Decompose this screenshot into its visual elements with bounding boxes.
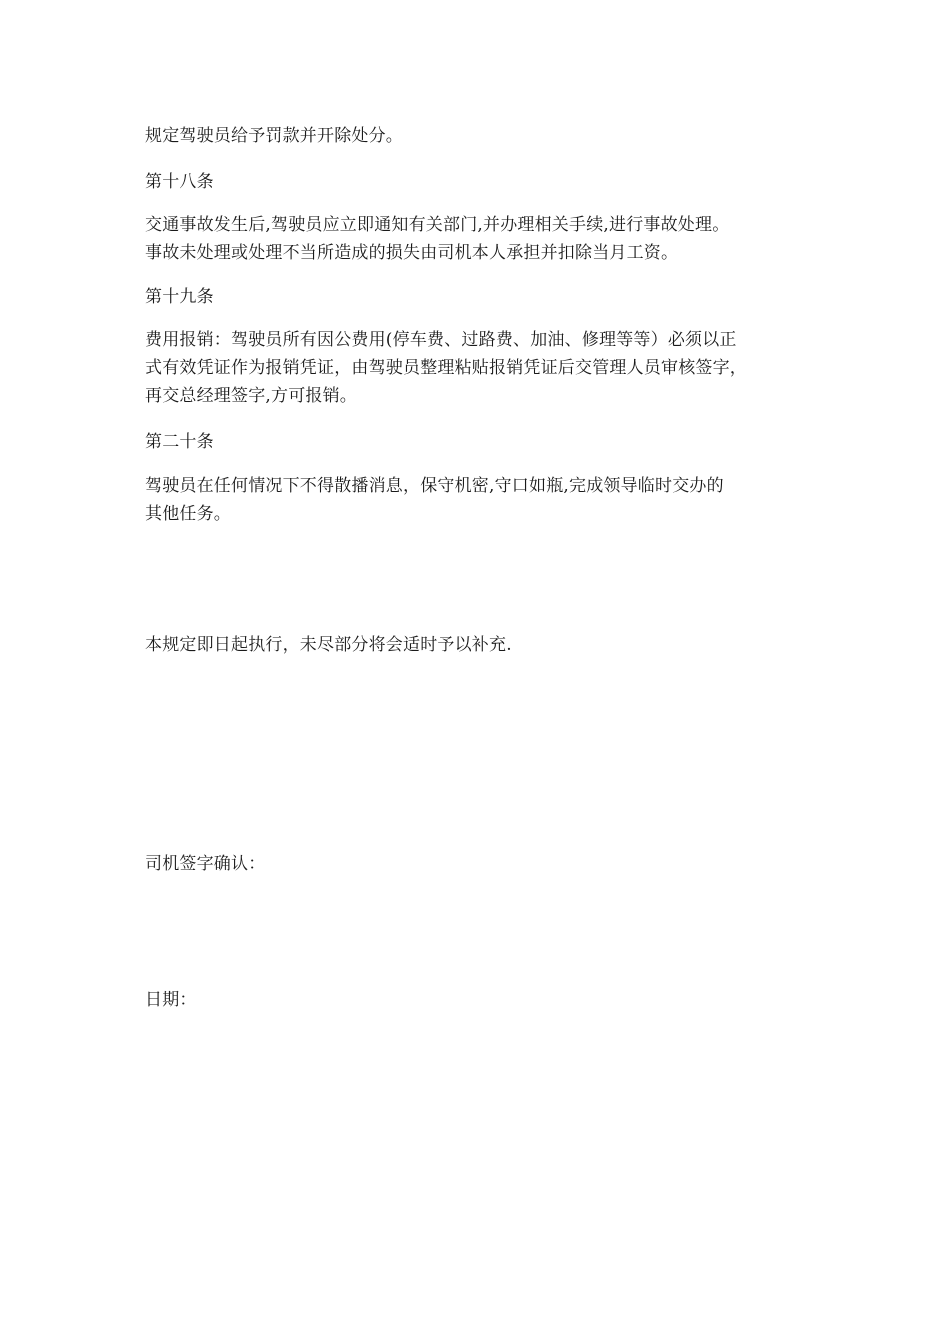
article-19-line: 再交总经理签字,方可报销。 [145,386,358,406]
article-20-line: 其他任务。 [145,504,231,524]
article-18-line: 交通事故发生后,驾驶员应立即通知有关部门,并办理相关手续,进行事故处理。 [145,215,730,235]
article-19-line: 费用报销：驾驶员所有因公费用(停车费、过路费、加油、修理等等）必须以正 [145,330,737,350]
effective-note: 本规定即日起执行，未尽部分将会适时予以补充. [145,635,512,655]
article-19-line: 式有效凭证作为报销凭证，由驾驶员整理粘贴报销凭证后交管理人员审核签字， [145,358,747,378]
date-label: 日期： [145,990,197,1010]
article-20-body [145,472,810,528]
article-18-heading: 第十八条 [145,172,214,192]
article-18-body [145,211,810,267]
article-19-body [145,326,810,410]
article-20-line: 驾驶员在任何情况下不得散播消息，保守机密,守口如瓶,完成领导临时交办的 [145,476,724,496]
paragraph-continuation: 规定驾驶员给予罚款并开除处分。 [145,126,403,146]
article-20-heading: 第二十条 [145,432,214,452]
article-19-heading: 第十九条 [145,287,214,307]
signature-label: 司机签字确认： [145,854,266,874]
article-18-line: 事故未处理或处理不当所造成的损失由司机本人承担并扣除当月工资。 [145,243,679,263]
